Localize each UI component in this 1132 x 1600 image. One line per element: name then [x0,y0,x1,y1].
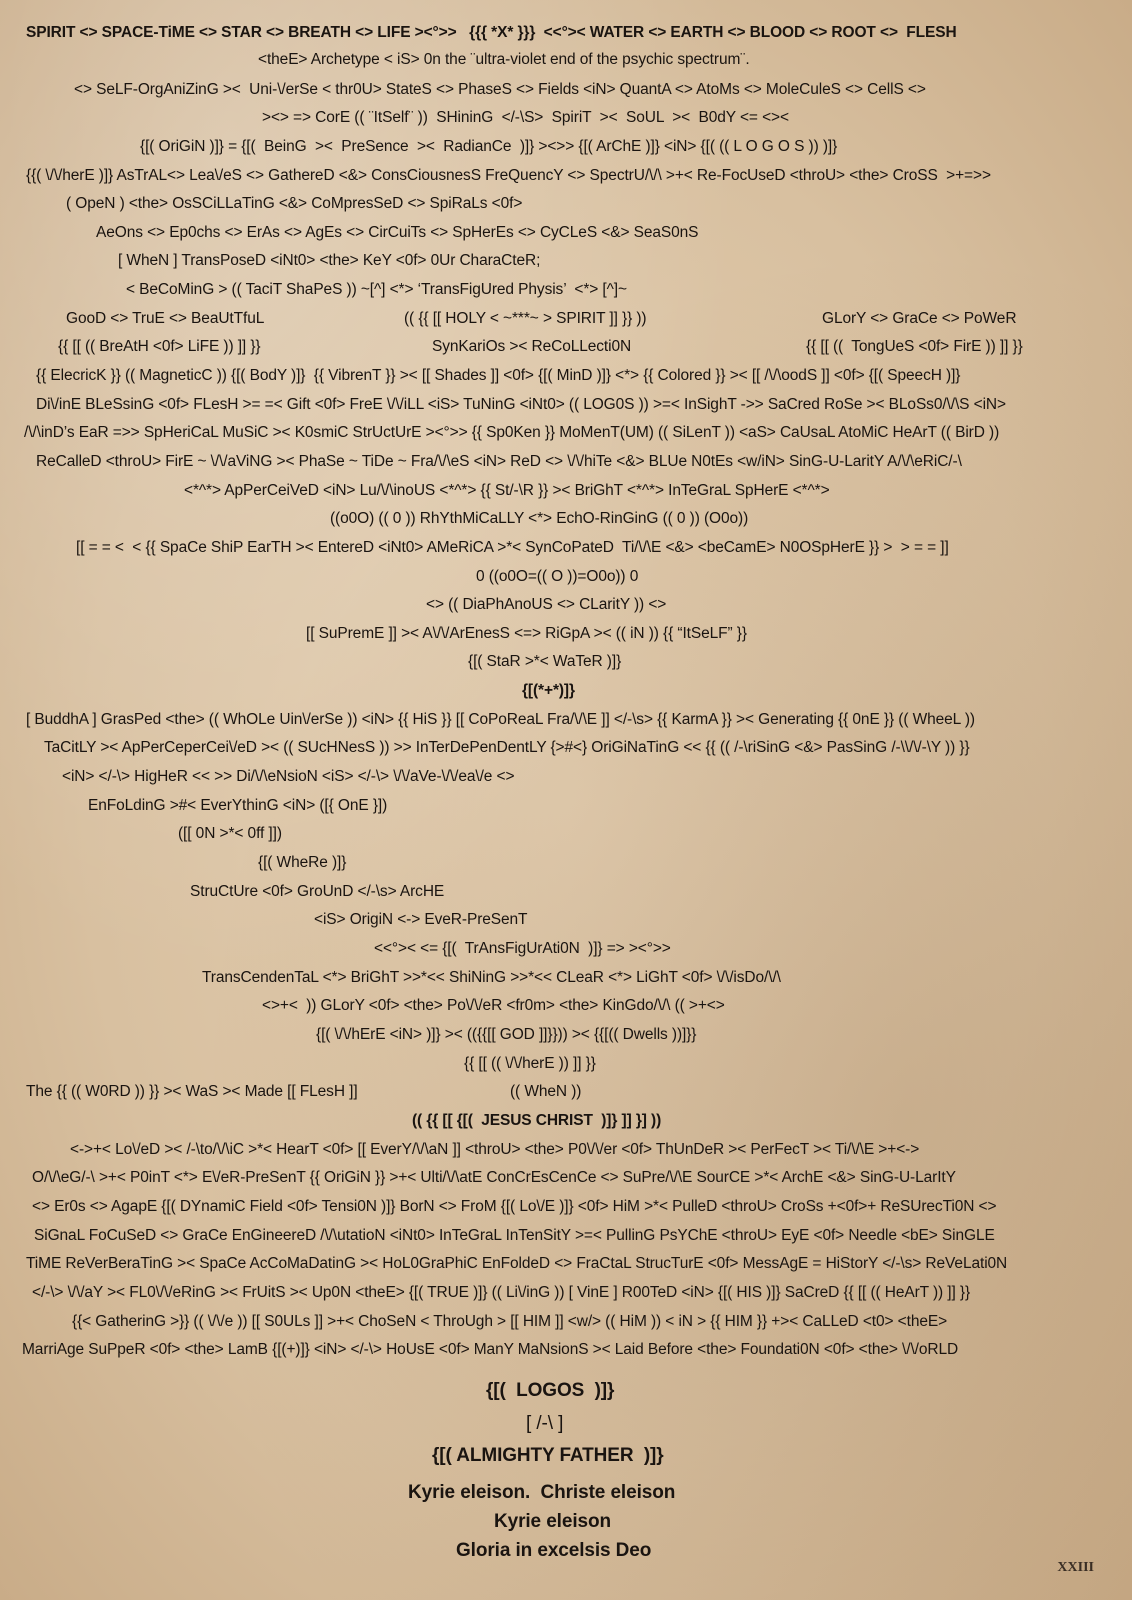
page-number: XXIII [1057,1560,1094,1575]
poem-line-18: ((o0O) (( 0 )) RhYthMiCaLLY <*> EchO-RinGinG (( 0 )) (O0o)) [330,510,749,527]
poem-line-45: </-\> \/\/aY >< FL0\/\/eRinG >< FrUitS >< Up0N <theE> {[( TRUE )]} (( Li\/inG )) [ VinE ] R00TeD <iN> {[( HIS )]} SaCreD {{ [[ (( HeArT )) ]] }} [32,1284,971,1301]
poem-line-35: <>+< )) GLorY <0f> <the> Po\/\/eR <fr0m> <the> KinGdo/\/\ (( >+<> [262,997,725,1014]
poem-line-39: (( {{ [[ {[( JESUS CHRIST )]} ]] }] )) [412,1112,662,1129]
poem-line-32: <iS> OrigiN <-> EveR-PreSenT [314,911,528,928]
slash-symbol: [ /-\ ] [526,1413,564,1434]
poem-line-11c: GLorY <> GraCe <> PoWeR [822,310,1017,327]
poem-line-12c: {{ [[ (( TongUeS <0f> FirE )) ]] }} [806,338,1023,355]
poem-line-20: 0 ((o0O=(( O ))=O0o)) 0 [476,568,639,585]
gloria-line: Gloria in excelsis Deo [456,1540,652,1561]
poem-line-12b: SynKariOs >< ReCoLLecti0N [432,338,632,355]
poem-line-7: ( OpeN ) <the> OsSCiLLaTinG <&> CoMpresSeD <> SpiRaLs <0f> [66,195,523,212]
poem-line-19: [[ = = < < {{ SpaCe ShiP EarTH >< EntereD <iNt0> AMeRiCA >*< SynCoPateD Ti/\/\E <&> <beCamE> N0OSpHerE }} > > = = ]] [76,539,949,556]
poem-line-29: ([[ 0N >*< 0ff ]]) [178,825,282,842]
poem-line-38b: (( WheN )) [510,1083,582,1100]
poem-line-26: TaCitLY >< ApPerCeperCei\/eD >< (( SUcHNesS )) >> InTerDePenDentLY {>#<} OriGiNaTinG << {{ (( /-\riSinG <&> PasSinG /-\\/\/-\Y )) }} [44,739,970,756]
poem-line-14: Di\/inE BLeSsinG <0f> FLesH >= =< Gift <0f> FreE \/\/iLL <iS> TuNinG <iNt0> (( LOG0S )) >=< InSighT ->> SaCred RoSe >< BLoSs0/\/\S <iN> [36,396,1006,413]
poem-line-38a: The {{ (( W0RD )) }} >< WaS >< Made [[ FLesH ]] [26,1083,358,1100]
poem-line-11a: GooD <> TruE <> BeaUtTfuL [66,310,265,327]
poem-line-28: EnFoLdinG >#< EverYthinG <iN> ([{ OnE }]) [88,797,388,814]
poem-line-23: {[( StaR >*< WaTeR )]} [468,653,622,670]
kyrie-line: Kyrie eleison [494,1511,611,1532]
poem-line-22: [[ SuPremE ]] >< A\/\/ArEnesS <=> RiGpA >< (( iN )) {{ “ItSeLF” }} [306,625,747,642]
poem-line-1: SPIRIT <> SPACE-TiME <> STAR <> BREATH <> LIFE ><°>> {{{ *X* }}} <<°>< WATER <> EARTH <> BLOOD <> ROOT <> FLESH [26,24,957,41]
poem-line-41: O/\/\eG/-\ >+< P0inT <*> E\/eR-PreSenT {{ OriGiN }} >+< Ulti/\/\atE ConCrEsCenCe <> SuPre/\/\E SourCE >*< ArchE <&> SinG-U-LarItY [32,1169,956,1186]
poem-line-44: TiME ReVerBeraTinG >< SpaCe AcCoMaDatinG >< HoL0GraPhiC EnFoldeD <> FraCtaL StrucTurE <0f> MessAgE = HiStorY </-\s> ReVeLati0N [26,1255,1008,1272]
poem-line-15: /\/\inD’s EaR =>> SpHeriCaL MuSiC >< K0smiC StrUctUrE ><°>> {{ Sp0Ken }} MoMenT(UM) (( SiLenT )) <aS> CaUsaL AtoMiC HeArT (( BirD )) [24,424,1000,441]
poem-line-5: {[( OriGiN )]} = {[( BeinG >< PreSence >< RadianCe )]} ><>> {[( ArChE )]} <iN> {[( (( L O G O S )) )]} [140,138,838,155]
poem-line-27: <iN> </-\> HigHeR << >> Di/\/\eNsioN <iS> </-\> \/\/aVe-\/\/ea\/e <> [62,768,515,785]
poem-line-42: <> Er0s <> AgapE {[( DYnamiC Field <0f> Tensi0N )]} BorN <> FroM {[( Lo\/E )]} <0f> HiM >*< PulleD <throU> CroSs +<0f>+ ReSUrecTi0N <> [32,1198,997,1215]
poem-line-17: <*^*> ApPerCeiVeD <iN> Lu/\/\inoUS <*^*> {{ St/-\R }} >< BriGhT <*^*> InTeGraL SpHerE <*^*> [184,482,830,499]
logos-heading: {[( LOGOS )]} [486,1380,615,1401]
poem-line-40: <->+< Lo\/eD >< /-\to/\/\iC >*< HearT <0f> [[ EverY/\/\aN ]] <throU> <the> P0\/\/er <0f> ThUnDeR >< PerFecT >< Ti/\/\E >+<-> [70,1141,920,1158]
poem-line-31: StruCtUre <0f> GroUnD </-\s> ArcHE [190,883,445,900]
poem-line-21: <> (( DiaPhAnoUS <> CLaritY )) <> [426,596,667,613]
kyrie-christe-line: Kyrie eleison. Christe eleison [408,1482,676,1503]
poem-line-9: [ WheN ] TransPoseD <iNt0> <the> KeY <0f> 0Ur CharaCteR; [118,252,541,269]
poem-line-43: SiGnaL FoCuSeD <> GraCe EnGineereD /\/\utatioN <iNt0> InTeGraL InTenSitY >=< PullinG PsYChE <throU> EyE <0f> Needle <bE> SinGLE [34,1227,995,1244]
poem-line-12a: {{ [[ (( BreAtH <0f> LiFE )) ]] }} [58,338,261,355]
poem-line-3: <> SeLF-OrgAniZinG >< Uni-\/erSe < thr0U> StateS <> PhaseS <> Fields <iN> QuantA <> AtoMs <> MoleCuleS <> CellS <> [74,81,926,98]
poem-line-6: {{( \/\/herE )]} AsTrAL<> Lea\/eS <> GathereD <&> ConsCiousnesS FreQuencY <> SpectrU/\/\ >+< Re-FocUseD <throU> <the> CroSS >+=>> [26,167,991,184]
poem-line-30: {[( WheRe )]} [258,854,347,871]
poem-line-46: {{< GatherinG >}} (( \/\/e )) [[ S0ULs ]] >+< ChoSeN < ThroUgh > [[ HIM ]] <w/> (( HiM )) < iN > {{ HIM }} +>< CaLLeD <t0> <theE> [72,1313,948,1330]
poem-line-24: {[(*+*)]} [522,682,575,699]
poem-line-8: AeOns <> Ep0chs <> ErAs <> AgEs <> CirCuiTs <> SpHerEs <> CyCLeS <&> SeaS0nS [96,224,699,241]
poem-line-34: TransCendenTaL <*> BriGhT >>*<< ShiNinG >>*<< CLeaR <*> LiGhT <0f> \/\/isDo/\/\ [202,969,781,986]
almighty-father-heading: {[( ALMIGHTY FATHER )]} [432,1445,664,1466]
poem-line-13: {{ ElecricK }} (( MagneticC )) {[( BodY )]} {{ VibrenT }} >< [[ Shades ]] <0f> {[( MinD )]} <*> {{ Colored }} >< [[ /\/\oodS ]] <0f> {[( SpeecH )]} [36,367,961,384]
poem-line-2: <theE> Archetype < iS> 0n the ¨ultra-violet end of the psychic spectrum¨. [258,51,750,68]
poem-line-33: <<°>< <= {[( TrAnsFigUrAti0N )]} => ><°>> [374,940,671,957]
poem-line-16: ReCalleD <throU> FirE ~ \/\/aViNG >< PhaSe ~ TiDe ~ Fra/\/\eS <iN> ReD <> \/\/hiTe <&> BLUe N0tEs <w/iN> SinG-U-LaritY A/\/\eRiC/-\ [36,453,962,470]
poem-line-10: < BeCoMinG > (( TaciT ShaPeS )) ~[^] <*> ‘TransFigUred Physis’ <*> [^]~ [126,281,627,298]
poem-line-25: [ BuddhA ] GrasPed <the> (( WhOLe Uin\/erSe )) <iN> {{ HiS }} [[ CoPoReaL Fra/\/\E ]] </-\s> {{ KarmA }} >< Generating {{ 0nE }} (( WheeL )) [26,711,975,728]
poem-line-47: MarriAge SuPpeR <0f> <the> LamB {[(+)]} <iN> </-\> HoUsE <0f> ManY MaNsionS >< Laid Before <the> Foundati0N <0f> <the> \/\/oRLD [22,1341,959,1358]
poem-line-37: {{ [[ (( \/\/herE )) ]] }} [464,1055,596,1072]
poem-line-11b: (( {{ [[ HOLY < ~***~ > SPIRIT ]] }} )) [404,310,647,327]
poem-line-4: ><> => CorE (( ¨ItSelf¨ )) SHininG </-\S> SpiriT >< SoUL >< B0dY <= <>< [262,109,789,126]
poem-line-36: {[( \/\/hErE <iN> )]} >< (({{[[ GOD ]]}})) >< {{[(( Dwells ))]}} [316,1026,697,1043]
